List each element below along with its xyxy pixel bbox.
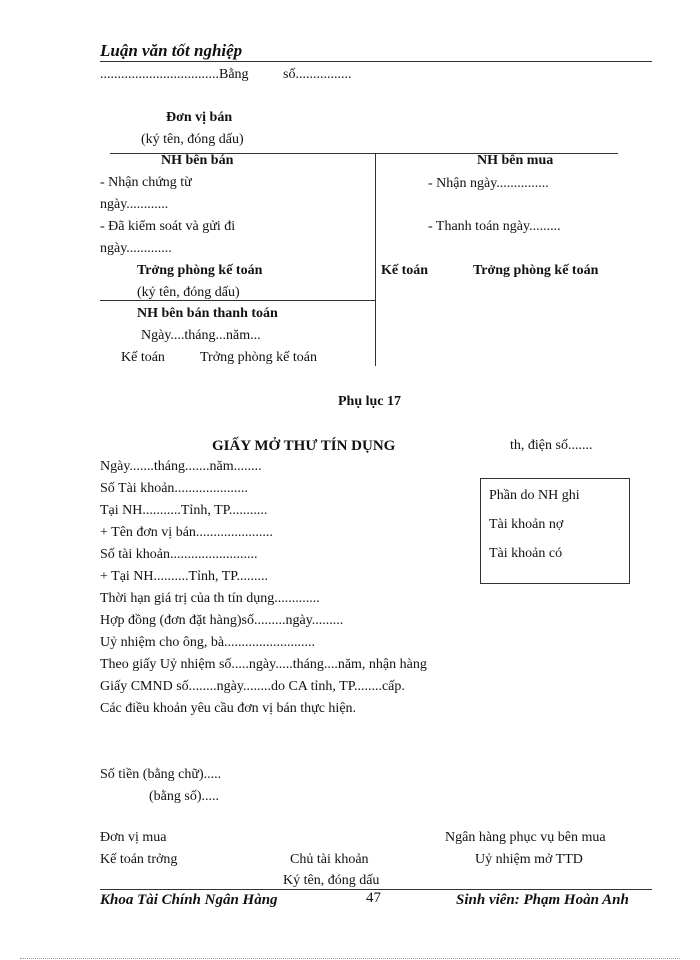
amount-in-words-line: ..................................Bằng — [100, 67, 249, 82]
received-date-field: ngày............ — [100, 197, 169, 212]
amount-digits-field: (bằng số)..... — [149, 789, 219, 804]
contract-line: Hợp đồng (đơn đặt hàng)số.........ngày......... — [100, 613, 344, 628]
buyer-received-date-field: - Nhận ngày............... — [428, 176, 549, 191]
seller-bank-payment-date: Ngày....tháng...năm... — [141, 328, 261, 343]
seller-bank-payment-head: Trởng phòng kế toán — [200, 350, 317, 365]
amount-number-line: số................ — [283, 67, 352, 82]
footer-faculty: Khoa Tài Chính Ngân Hàng — [100, 892, 278, 908]
authorization-document-line: Theo giấy Uỷ nhiệm số.....ngày.....tháng....năm, nhận hàng — [100, 657, 427, 672]
buyer-bank-label: Ngân hàng phục vụ bên mua — [445, 830, 606, 845]
buyer-unit-label: Đơn vị mua — [100, 830, 167, 845]
id-card-line: Giấy CMND số........ngày........do CA tỉnh, TP........cấp. — [100, 679, 405, 694]
checked-date-field: ngày............. — [100, 241, 172, 256]
credit-account-label: Tài khoản có — [489, 546, 563, 561]
letter-of-credit-title: GIẤY MỞ THƯ TÍN DỤNG — [212, 438, 396, 454]
seller-name-line: + Tên đơn vị bán...................... — [100, 525, 273, 540]
page-break-line — [20, 958, 680, 959]
seller-bank-sign-label: (ký tên, đóng dấu) — [137, 285, 240, 300]
seller-bank-payment-heading: NH bên bán thanh toán — [137, 306, 278, 321]
bank-box-title: Phần do NH ghi — [489, 488, 580, 503]
telegraph-number-field: th, điện số....... — [510, 438, 593, 453]
authorization-line: Uỷ nhiệm cho ông, bà.......................... — [100, 635, 316, 650]
buyer-accountant-label: Kế toán — [381, 263, 429, 278]
terms-line: Các điều khoản yêu cầu đơn vị bán thực hiện. — [100, 701, 357, 716]
table-center-divider — [375, 153, 376, 366]
received-documents-label: - Nhận chứng từ — [100, 175, 192, 190]
account-owner-label: Chủ tài khoản — [290, 852, 369, 867]
seller-head-accounting: Trởng phòng kế toán — [137, 263, 263, 278]
ttd-authorized-label: Uỷ nhiệm mở TTD — [475, 852, 583, 867]
bank-location-line: Tại NH...........Tỉnh, TP........... — [100, 503, 268, 518]
buyer-chief-accountant-label: Kế toán trởng — [100, 852, 178, 867]
bank-use-box — [480, 478, 630, 584]
document-header-title: Luận văn tốt nghiệp — [100, 41, 243, 60]
form-date-line: Ngày.......tháng.......năm........ — [100, 459, 262, 474]
seller-sign-label: (ký tên, đóng dấu) — [141, 132, 244, 147]
buyer-bank-heading: NH bên mua — [477, 153, 554, 168]
footer-student: Sinh viên: Phạm Hoàn Anh — [456, 892, 629, 908]
amount-words-field: Số tiền (bằng chữ)..... — [100, 767, 222, 782]
sign-stamp-label: Ký tên, đóng dấu — [283, 873, 380, 888]
buyer-head-accounting: Trởng phòng kế toán — [473, 263, 599, 278]
header-rule — [100, 61, 652, 62]
appendix-label: Phụ lục 17 — [338, 394, 402, 409]
seller-bank-location-line: + Tại NH..........Tỉnh, TP......... — [100, 569, 268, 584]
account-number-line: Số Tài khoản..................... — [100, 481, 248, 496]
page-number: 47 — [366, 890, 381, 906]
seller-account-line: Số tài khoản......................... — [100, 547, 258, 562]
validity-period-line: Thời hạn giá trị của th tín dụng............. — [100, 591, 320, 606]
debit-account-label: Tài khoản nợ — [489, 517, 564, 532]
seller-bank-payment-accountant: Kế toán — [121, 350, 165, 365]
seller-bank-heading: NH bên bán — [161, 153, 234, 168]
seller-unit-label: Đơn vị bán — [166, 110, 233, 125]
buyer-paid-date-field: - Thanh toán ngày......... — [428, 219, 561, 234]
checked-sent-label: - Đã kiểm soát và gửi đi — [100, 219, 236, 234]
